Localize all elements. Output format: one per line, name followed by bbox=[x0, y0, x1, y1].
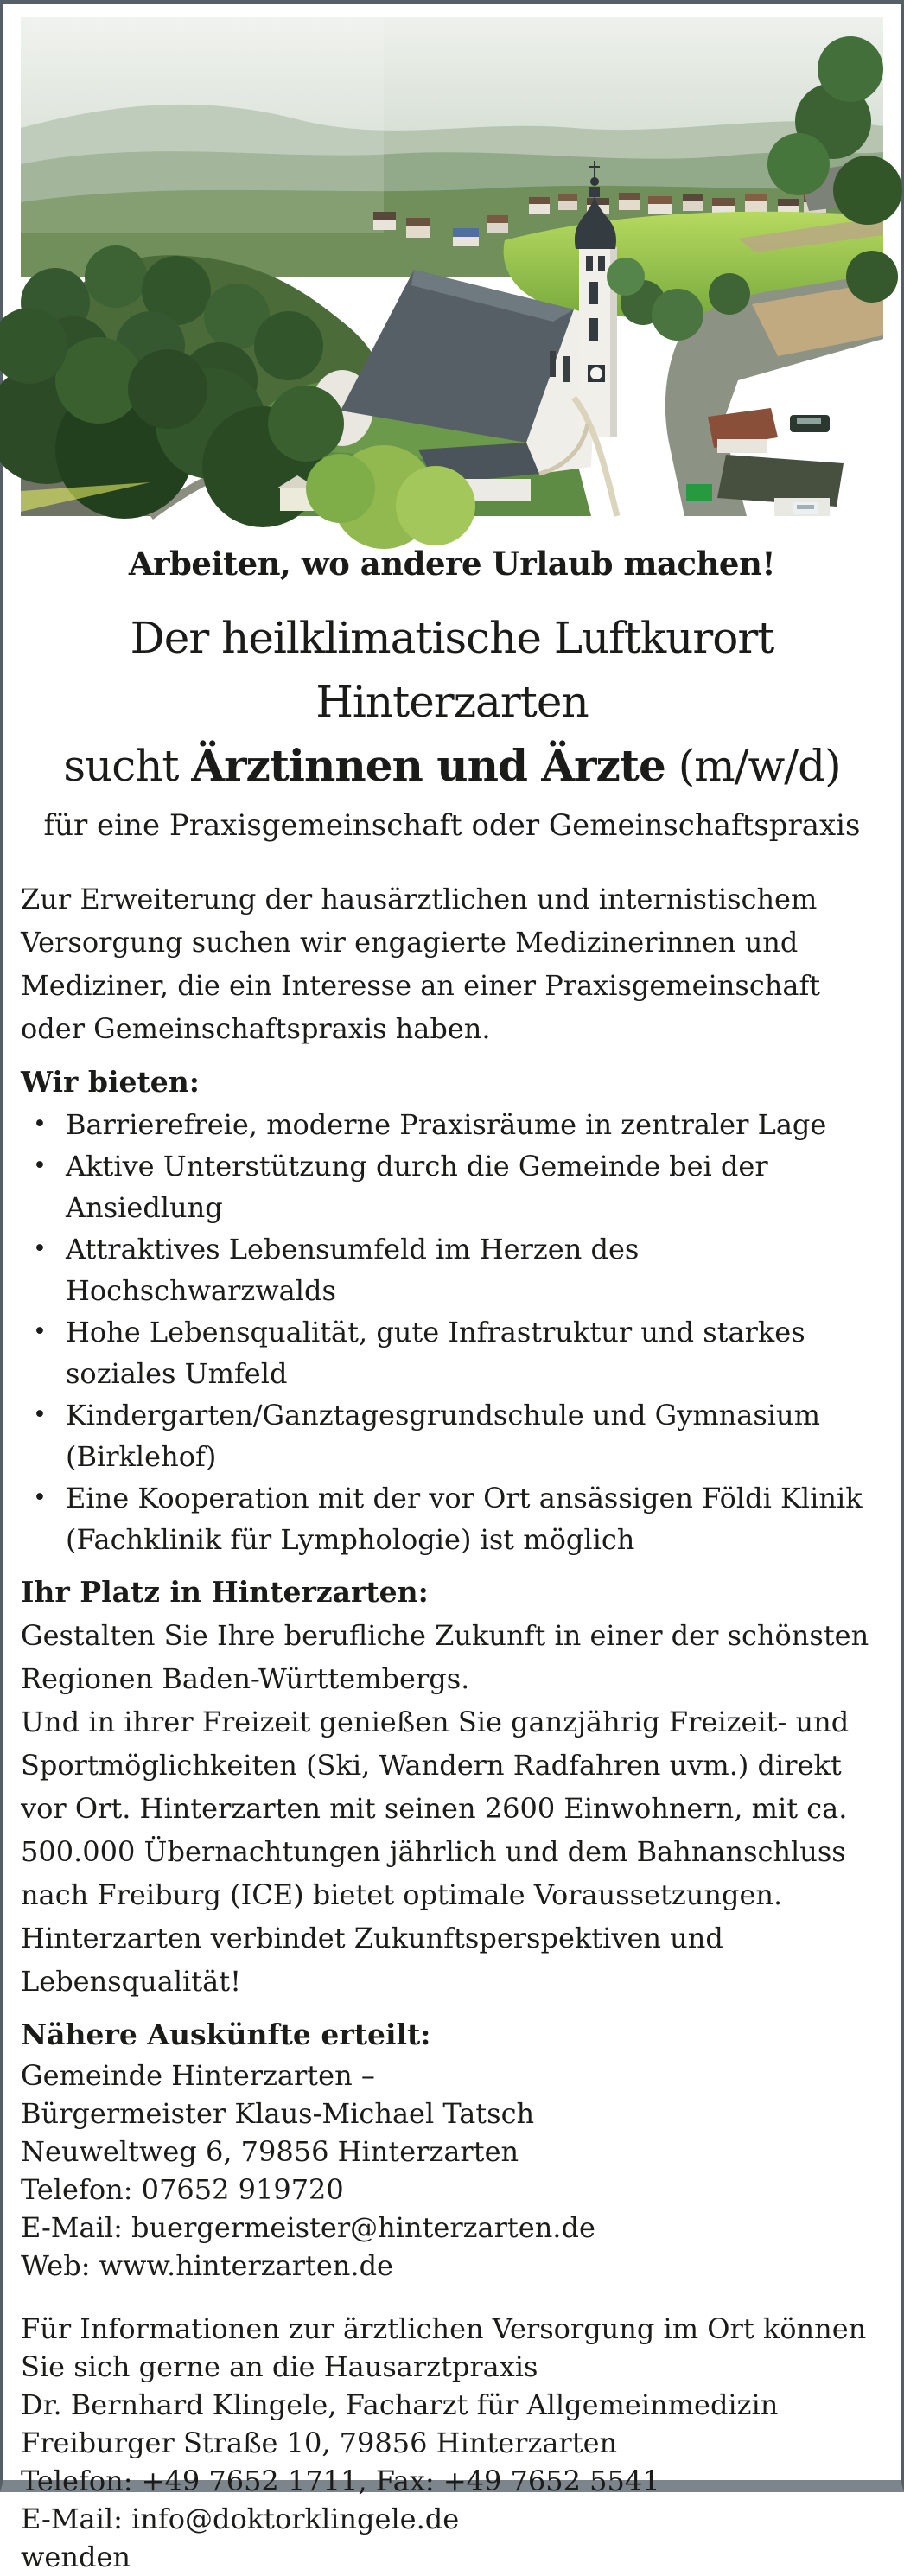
list-item-text: Hohe Lebensqualität, gute Infrastruktur und starkes soziales Umfeld bbox=[66, 1316, 805, 1390]
contact-line-phone: Telefon: 07652 919720 bbox=[21, 2173, 344, 2206]
list-item-text: Aktive Unterstützung durch die Gemeinde bei der Ansiedlung bbox=[66, 1150, 768, 1224]
contact-line-email: E-Mail: buergermeister@hinterzarten.de bbox=[21, 2211, 595, 2244]
place-heading: Ihr Platz in Hinterzarten: bbox=[21, 1575, 429, 1609]
list-item-text: Barrierefreie, moderne Praxisräume in zentraler Lage bbox=[66, 1108, 827, 1141]
list-item bbox=[21, 1394, 883, 1477]
list-item-text: Kindergarten/Ganztagesgrundschule und Gymnasium (Birklehof) bbox=[66, 1399, 820, 1473]
headline-line2: Hinterzarten bbox=[315, 677, 589, 727]
bullet-icon: • bbox=[33, 1152, 47, 1179]
doctor-line-phone-fax: Telefon: +49 7652 1711, Fax: +49 7652 5541 bbox=[21, 2464, 660, 2497]
bullet-icon: • bbox=[33, 1235, 47, 1262]
headline-line3-bold: Ärztinnen und Ärzte bbox=[191, 740, 665, 791]
doctor-intro: Für Informationen zur ärztlichen Versorgung im Ort können Sie sich gerne an die Hausarztpraxis bbox=[21, 2312, 867, 2383]
list-item bbox=[21, 1477, 883, 1560]
list-item bbox=[21, 1228, 883, 1311]
contact-heading: Nähere Auskünfte erteilt: bbox=[21, 2018, 431, 2051]
doctor-line-email: E-Mail: info@doktorklingele.de bbox=[21, 2503, 460, 2535]
main-headline bbox=[21, 606, 883, 798]
contact-line-organisation: Gemeinde Hinterzarten – bbox=[21, 2059, 375, 2092]
headline-line1: Der heilklimatische Luftkurort bbox=[130, 613, 774, 663]
headline-line3-prefix: sucht bbox=[63, 741, 192, 791]
bullet-icon: • bbox=[33, 1401, 47, 1428]
green-box bbox=[686, 484, 712, 501]
contact-block bbox=[21, 2056, 883, 2285]
place-paragraph-2: Und in ihrer Freizeit genießen Sie ganzjährig Freizeit- und Sportmöglichkeiten (Ski, Wandern Radfahren uvm.) direkt vor Ort. Hinterzarten mit seinen 2600 Einwohnern, mit ca. 500.000 Übernachtungen jährlich und dem Bahnanschluss nach Freiburg (ICE) bietet optimale Voraussetzungen. Hinterzarten verbindet Zukunftsperspektiven und Lebensqualität! bbox=[21, 1706, 850, 1998]
headline-line3 bbox=[21, 734, 883, 798]
contact-line-web: Web: www.hinterzarten.de bbox=[21, 2249, 393, 2282]
list-item bbox=[21, 1311, 883, 1394]
contact-line-address: Neuweltweg 6, 79856 Hinterzarten bbox=[21, 2135, 519, 2168]
list-item bbox=[21, 1104, 883, 1145]
subtitle: für eine Praxisgemeinschaft oder Gemeinschaftspraxis bbox=[43, 808, 861, 843]
tagline: Arbeiten, wo andere Urlaub machen! bbox=[128, 545, 776, 583]
bullet-icon: • bbox=[33, 1111, 47, 1138]
list-item-text: Attraktives Lebensumfeld im Herzen des Hochschwarzwalds bbox=[66, 1233, 640, 1307]
aerial-photo-hinterzarten bbox=[21, 17, 883, 516]
place-paragraph-1: Gestalten Sie Ihre berufliche Zukunft in einer der schönsten Regionen Baden-Württembergs. bbox=[21, 1619, 869, 1695]
bullet-icon: • bbox=[33, 1318, 47, 1345]
offer-list bbox=[21, 1104, 883, 1560]
doctor-line-address: Freiburger Straße 10, 79856 Hinterzarten bbox=[21, 2426, 618, 2459]
intro-paragraph: Zur Erweiterung der hausärztlichen und internistischem Versorgung suchen wir engagierte Medizinerinnen und Mediziner, die ein Interesse an einer Praxisgemeinschaft oder Gemeinschaftspraxis haben. bbox=[21, 883, 821, 1045]
offer-heading: Wir bieten: bbox=[21, 1065, 200, 1099]
contact-line-mayor: Bürgermeister Klaus-Michael Tatsch bbox=[21, 2097, 535, 2130]
doctor-line-name: Dr. Bernhard Klingele, Facharzt für Allgemeinmedizin bbox=[21, 2388, 779, 2421]
bullet-icon: • bbox=[33, 1484, 47, 1511]
doctor-line-closing: wenden bbox=[21, 2541, 131, 2573]
doctor-block bbox=[21, 2310, 883, 2576]
list-item-text: Eine Kooperation mit der vor Ort ansässigen Földi Klinik (Fachklinik für Lymphologie) ist möglich bbox=[66, 1482, 863, 1556]
headline-line3-suffix: (m/w/d) bbox=[665, 741, 841, 791]
list-item bbox=[21, 1145, 883, 1228]
